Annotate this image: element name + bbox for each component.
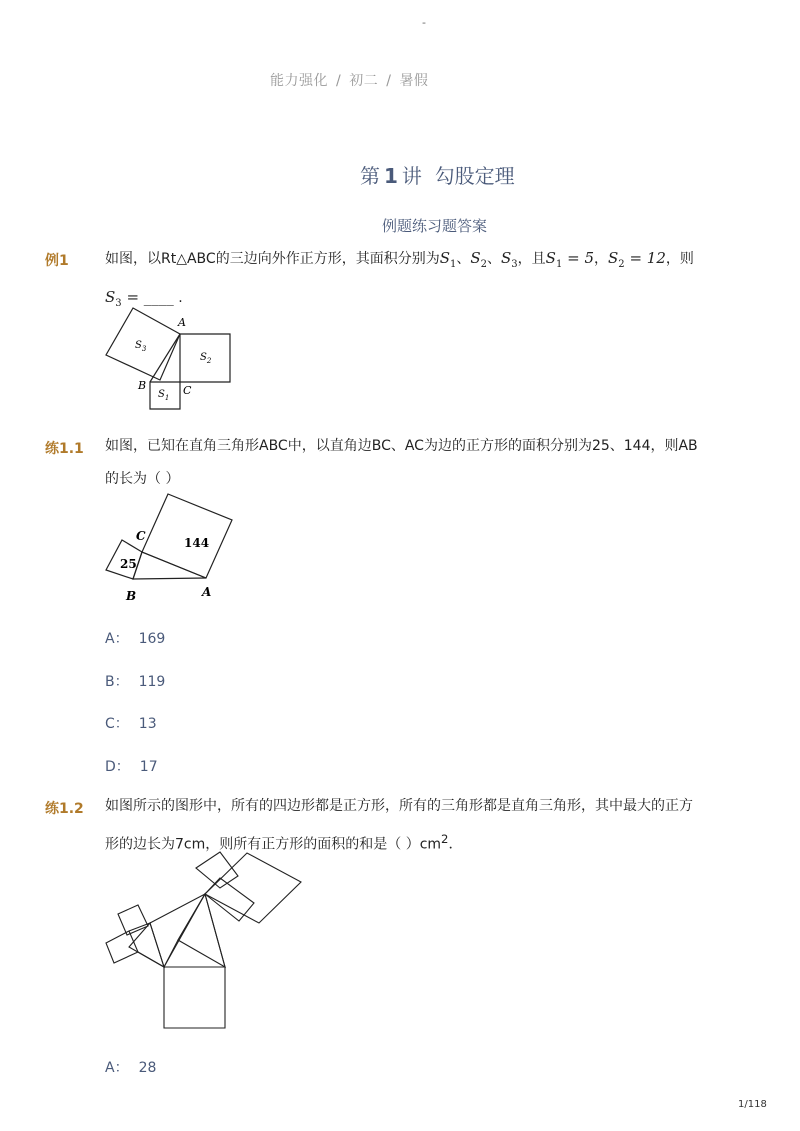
label-s1: $S_1$ [158,389,170,402]
label-25: 25 [120,557,137,571]
square-middle-left [150,894,205,967]
practice-figure [100,490,240,605]
practice-line1: 如图所示的图形中，所有的四边形都是正方形，所有的三角形都是直角三角形，其中最大的正方 [105,798,693,814]
triangle-left [129,923,164,967]
right-triangle [133,552,206,579]
square-left-small-1 [106,931,138,963]
section-title: 例题练习题答案 [382,217,488,235]
breadcrumb-item: 初二 [349,73,379,89]
choice-a[interactable]: A： 169 [105,631,166,647]
label-s3: $S_3$ [135,340,147,353]
label-c: C [183,384,192,397]
label-b: B [138,379,147,392]
lesson-name: 勾股定理 [434,164,515,188]
practice-label: 练1.1 [45,441,84,457]
math-s1: $S_1$ [439,249,457,270]
superscript: 2 [441,832,449,846]
hypotenuse [150,334,180,382]
practice-line2: 形的边长为7cm，则所有正方形的面积的和是（ ）cm [105,836,442,853]
choice-a[interactable]: A： 28 [105,1060,157,1076]
breadcrumb-item: 能力强化 [270,73,328,89]
math-eq1: $S_1 = 5$ [545,249,594,270]
choice-c[interactable]: C： 13 [105,716,157,732]
largest-square [164,967,225,1028]
square-s3 [106,308,180,380]
example-label: 例1 [45,253,69,269]
practice-label: 练1.2 [45,801,84,817]
breadcrumb-separator: / [336,73,342,89]
breadcrumb-item: 暑假 [399,73,429,89]
lesson-number: 1 [384,164,398,188]
choice-b[interactable]: B： 119 [105,674,166,690]
practice-line1: 如图，已知在直角三角形ABC中，以直角边BC、AC为边的正方形的面积分别为25、144，则AB [105,438,698,454]
pythagoras-tree-figure [100,848,310,1034]
practice-text [105,430,715,496]
example-text: 如图，以Rt△ABC的三边向外作正方形，其面积分别为$S_1$、$S_2$、$S_3$，且$S_1 = 5$，$S_2 = 12$，则 $S_3$ = ____ . [105,249,694,309]
lesson-prefix: 第 [360,164,380,188]
breadcrumb-separator: / [386,73,392,89]
label-b: B [126,589,137,603]
label-s2: $S_2$ [200,352,212,365]
choice-d[interactable]: D： 17 [105,759,158,775]
example-text-a: 如图，以Rt△ABC的三边向外作正方形，其面积分别为 [105,251,440,267]
label-c: C [136,529,146,543]
lesson-suffix: 讲 [401,164,422,188]
math-s3-blank: $S_3$ = ____ [105,288,174,309]
lesson-title [360,160,515,189]
math-s3: $S_3$ [501,249,518,270]
triangle-main [164,894,225,967]
triangle-right [205,878,254,921]
label-a: A [202,585,212,599]
label-a: A [178,316,186,329]
label-144: 144 [184,536,210,550]
practice-line2: 的长为（ ） [105,471,180,487]
breadcrumb [270,70,428,90]
page-number: 1/118 [738,1099,767,1110]
header-dash: - [422,16,426,29]
math-s2: $S_2$ [470,249,488,270]
math-eq2: $S_2 = 12$ [608,249,666,270]
example-figure [100,300,240,415]
practice-text: 如图所示的图形中，所有的四边形都是正方形，所有的三角形都是直角三角形，其中最大的正方 形的边长为7cm，则所有正方形的面积的和是（ ）$cm^2$． [105,798,693,853]
